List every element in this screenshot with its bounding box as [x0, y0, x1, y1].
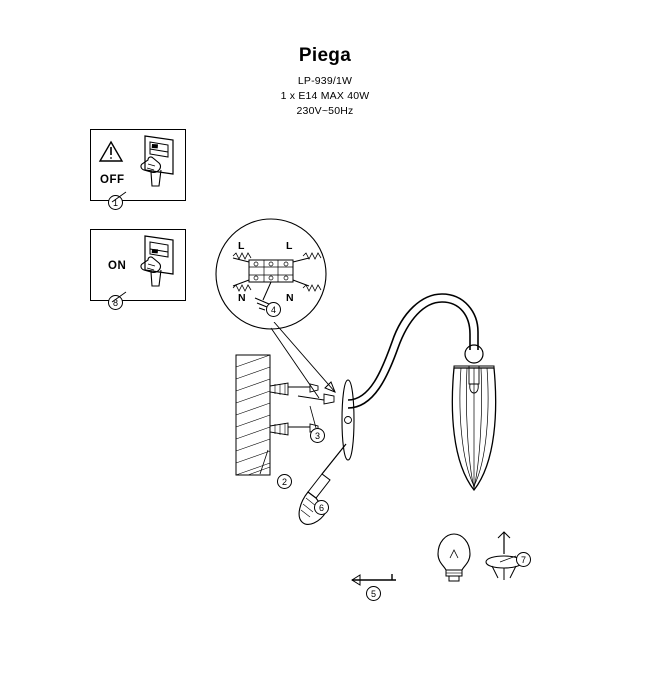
step-1-leader	[104, 190, 128, 212]
step-7-leader	[498, 548, 520, 566]
product-name: Piega	[298, 45, 352, 66]
step-badge-2: 2	[277, 474, 292, 489]
warning-triangle-icon	[100, 142, 122, 161]
hand-pointing-icon	[141, 257, 161, 286]
wire-left-group	[233, 253, 251, 291]
terminal-label-L-left: L	[238, 240, 245, 252]
wire-right-group	[293, 253, 321, 291]
terminal-label-L-right: L	[286, 240, 293, 252]
switch-state-off-label: OFF	[100, 174, 125, 186]
lamp-spec: 1 x E14 MAX 40W	[280, 90, 370, 102]
step-8-leader	[104, 290, 128, 312]
terminal-block-icon	[249, 260, 293, 282]
switch-state-on-label: ON	[108, 260, 127, 272]
terminal-label-N-left: N	[238, 292, 246, 304]
step-badge-8: 8	[108, 295, 123, 310]
terminal-label-N-right: N	[286, 292, 294, 304]
step-badge-3: 3	[310, 428, 325, 443]
step-badge-4: 4	[266, 302, 281, 317]
screwdriver-icon	[282, 440, 362, 530]
step-badge-6: 6	[314, 500, 329, 515]
ribbed-glass-shade-icon	[452, 366, 495, 490]
step-badge-1: 1	[108, 195, 123, 210]
step-badge-7: 7	[516, 552, 531, 567]
model-code: LP-939/1W	[297, 75, 353, 87]
voltage-spec: 230V~50Hz	[296, 105, 354, 117]
lamp-arm	[348, 294, 478, 408]
hatched-wall-icon	[236, 355, 270, 475]
light-bulb-icon	[438, 534, 470, 581]
header-block	[0, 45, 650, 119]
hand-pointing-icon	[141, 157, 161, 186]
step-badge-5: 5	[366, 586, 381, 601]
